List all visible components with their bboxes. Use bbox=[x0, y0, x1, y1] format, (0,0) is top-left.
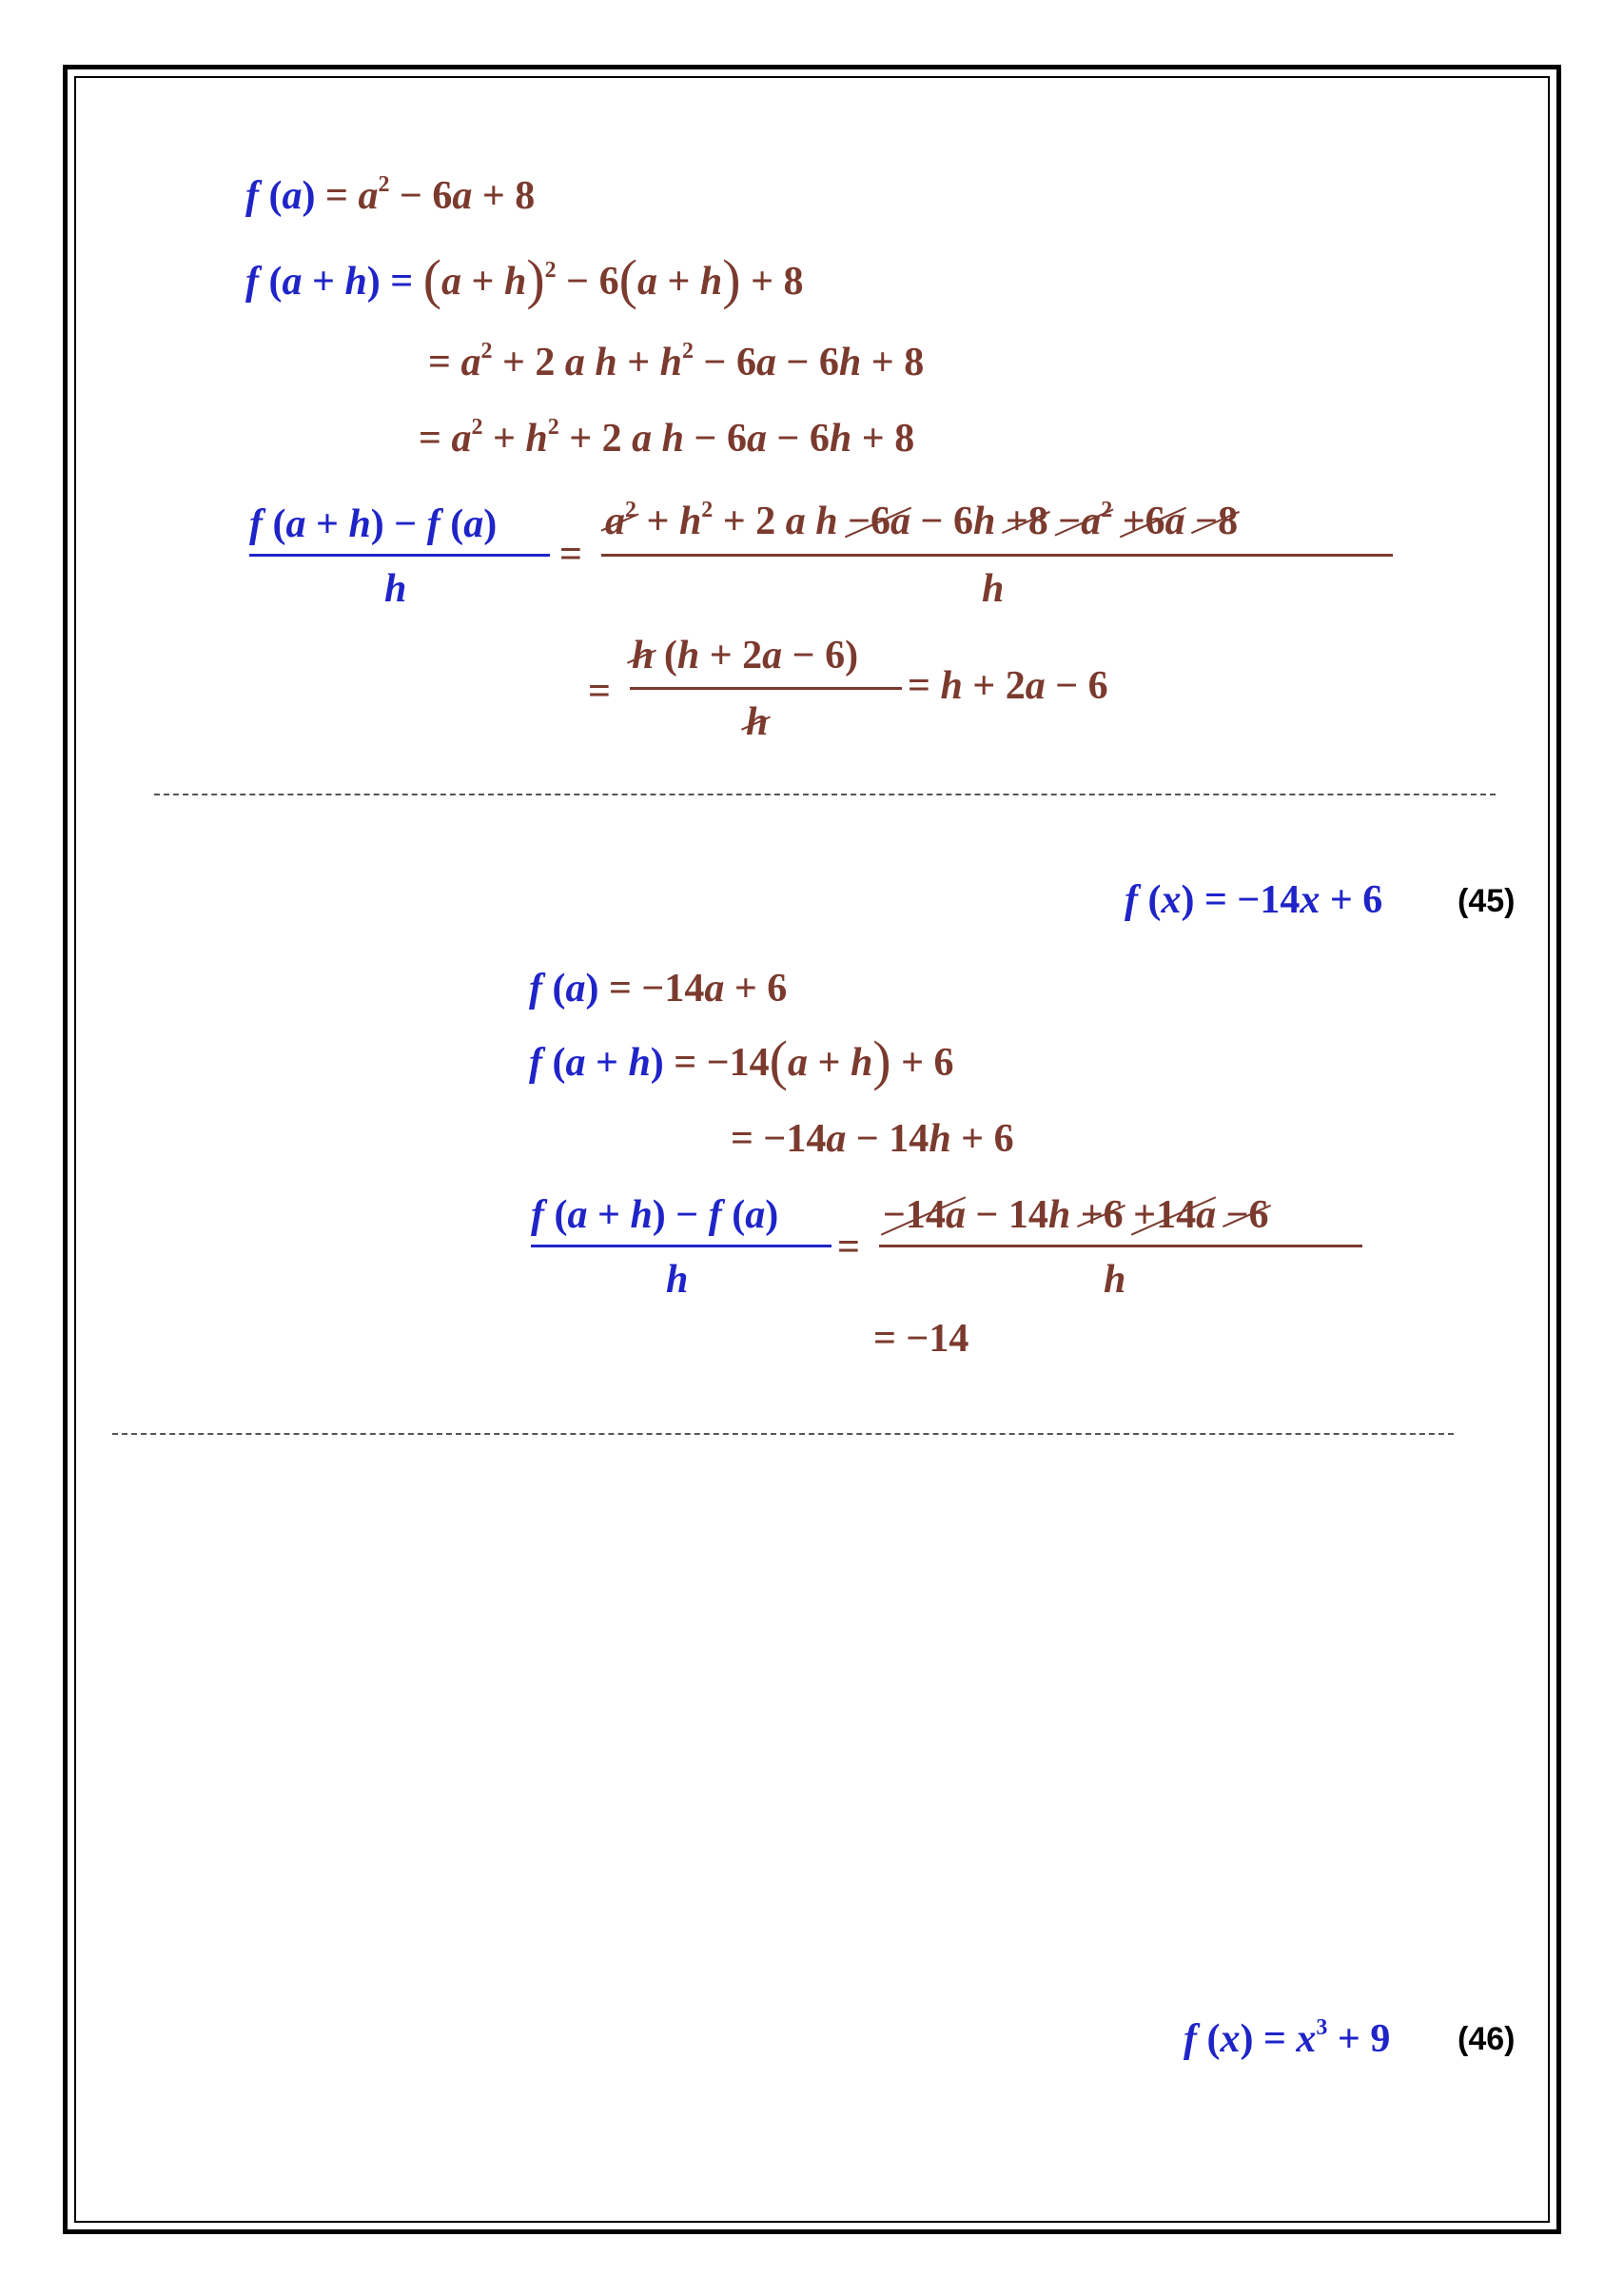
p44-equals: = bbox=[559, 533, 582, 577]
p44-line4: = $a^2 + h^2 + 2$ a h − 6a − 6h + 8 bbox=[419, 415, 915, 461]
p44-line1: f $(a) = a^2 - 6a + 8$ bbox=[245, 172, 536, 218]
p45-rhs-bar bbox=[879, 1245, 1362, 1247]
p44-rhs-bar bbox=[601, 554, 1393, 557]
p44-line3: = $a^2 + 2$ a $h + h^2 - 6a - 6h + 8$ bbox=[428, 339, 925, 384]
p44-simpl-numerator: h (h + 2a − 6) bbox=[632, 634, 859, 677]
p45-quotient-bar bbox=[531, 1245, 832, 1247]
p45-line3: = −14a − 14h + 6 bbox=[731, 1117, 1014, 1161]
p45-rhs-denominator: h bbox=[1104, 1258, 1126, 1302]
p44-simpl-denominator: h bbox=[746, 700, 769, 744]
p44-rhs-numerator: $a^2 + h^2 + 2$ a $h -6a - 6h +8 -a^2 +6a -8$ bbox=[605, 498, 1239, 543]
p44-simpl-bar bbox=[630, 687, 902, 690]
p44-simpl-rhs: = h + 2a − 6 bbox=[908, 664, 1108, 708]
p44-rhs-denominator: h bbox=[982, 567, 1005, 611]
p45-line2: f (a + h) = −14(a + h) + 6 bbox=[529, 1030, 954, 1091]
p45-header: f (x) = −14x + 6 bbox=[1125, 878, 1383, 922]
p44-simpl-equals: = bbox=[588, 670, 611, 714]
p45-equals: = bbox=[837, 1226, 860, 1269]
section-divider-1 bbox=[154, 794, 1496, 795]
p45-quotient-numerator: f (a + h) − f (a) bbox=[531, 1193, 779, 1237]
section-divider-2 bbox=[112, 1433, 1454, 1435]
p44-line2: f $(a + h) = (a + h)^2 - 6(a + h) + 8$ bbox=[245, 248, 804, 310]
p44-quotient-bar bbox=[249, 554, 550, 557]
p44-quotient-denominator: h bbox=[384, 567, 407, 611]
p44-quotient-numerator: f (a + h) − f (a) bbox=[249, 502, 498, 546]
p45-number: (45) bbox=[1458, 883, 1516, 919]
p45-result: = −14 bbox=[873, 1317, 969, 1361]
p45-line1: f (a) = −14a + 6 bbox=[529, 967, 788, 1011]
p45-rhs-numerator: −14a − 14h +6 +14a −6 bbox=[883, 1193, 1269, 1237]
p46-header: f $(x) = x^3 + 9$ bbox=[1184, 2015, 1391, 2061]
p46-number: (46) bbox=[1458, 2021, 1516, 2057]
p45-quotient-denominator: h bbox=[666, 1258, 689, 1302]
